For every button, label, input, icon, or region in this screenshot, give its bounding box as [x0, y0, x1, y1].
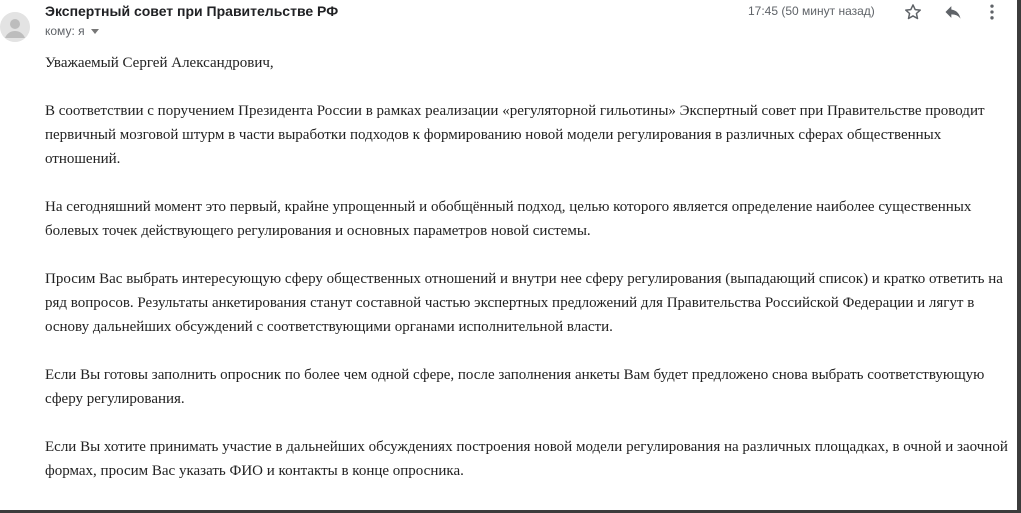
email-paragraph: На сегодняшний момент это первый, крайне упрощенный и обобщённый подход, целью которого является определение наиболее существенных болевых точек действующего регулирования и основных параметров новой системы.	[45, 199, 972, 239]
sender-avatar	[0, 12, 30, 42]
more-vert-icon	[982, 2, 1002, 22]
email-paragraph: Если Вы готовы заполнить опросник по более чем одной сфере, после заполнения анкеты Вам будет предложено снова выбрать соответствующую сферу регулирования.	[45, 367, 985, 407]
email-paragraph: Просим Вас выбрать интересующую сферу общественных отношений и внутри нее сферу регулирования (выпадающий список) и кратко ответить на ряд вопросов. Результаты анкетирования станут составной частью экспертных предложений для Правительства Российской Федерации и лягут в основу дальнейших обсуждений с соответствующими органами исполнительной власти.	[45, 271, 1003, 335]
star-icon	[903, 2, 923, 22]
avatar-person-icon	[0, 12, 30, 42]
sender-name[interactable]: Экспертный совет при Правительстве РФ	[45, 3, 339, 19]
recipient-label: кому: я	[45, 24, 85, 38]
email-timestamp: 17:45 (50 минут назад)	[748, 4, 875, 18]
recipient-details-toggle[interactable]	[45, 24, 99, 38]
email-paragraph: В соответствии с поручением Президента России в рамках реализации «регуляторной гильотины» Экспертный совет при Правительстве проводит первичный мозговой штурм в части выработки подходов к формированию новой модели регулирования в различных сферах общественных отношений.	[45, 103, 985, 167]
more-options-button[interactable]	[980, 0, 1004, 24]
star-button[interactable]	[901, 0, 925, 24]
reply-icon	[943, 2, 963, 22]
window-edge-right	[1017, 0, 1021, 513]
reply-button[interactable]	[941, 0, 965, 24]
email-paragraph: Если Вы хотите принимать участие в дальнейших обсуждениях построения новой модели регулирования на различных площадках, в очной и заочной формах, просим Вас указать ФИО и контакты в конце опросника.	[45, 439, 1008, 479]
email-body	[45, 51, 1010, 507]
email-greeting: Уважаемый Сергей Александрович,	[45, 55, 274, 71]
chevron-down-icon	[91, 29, 99, 34]
